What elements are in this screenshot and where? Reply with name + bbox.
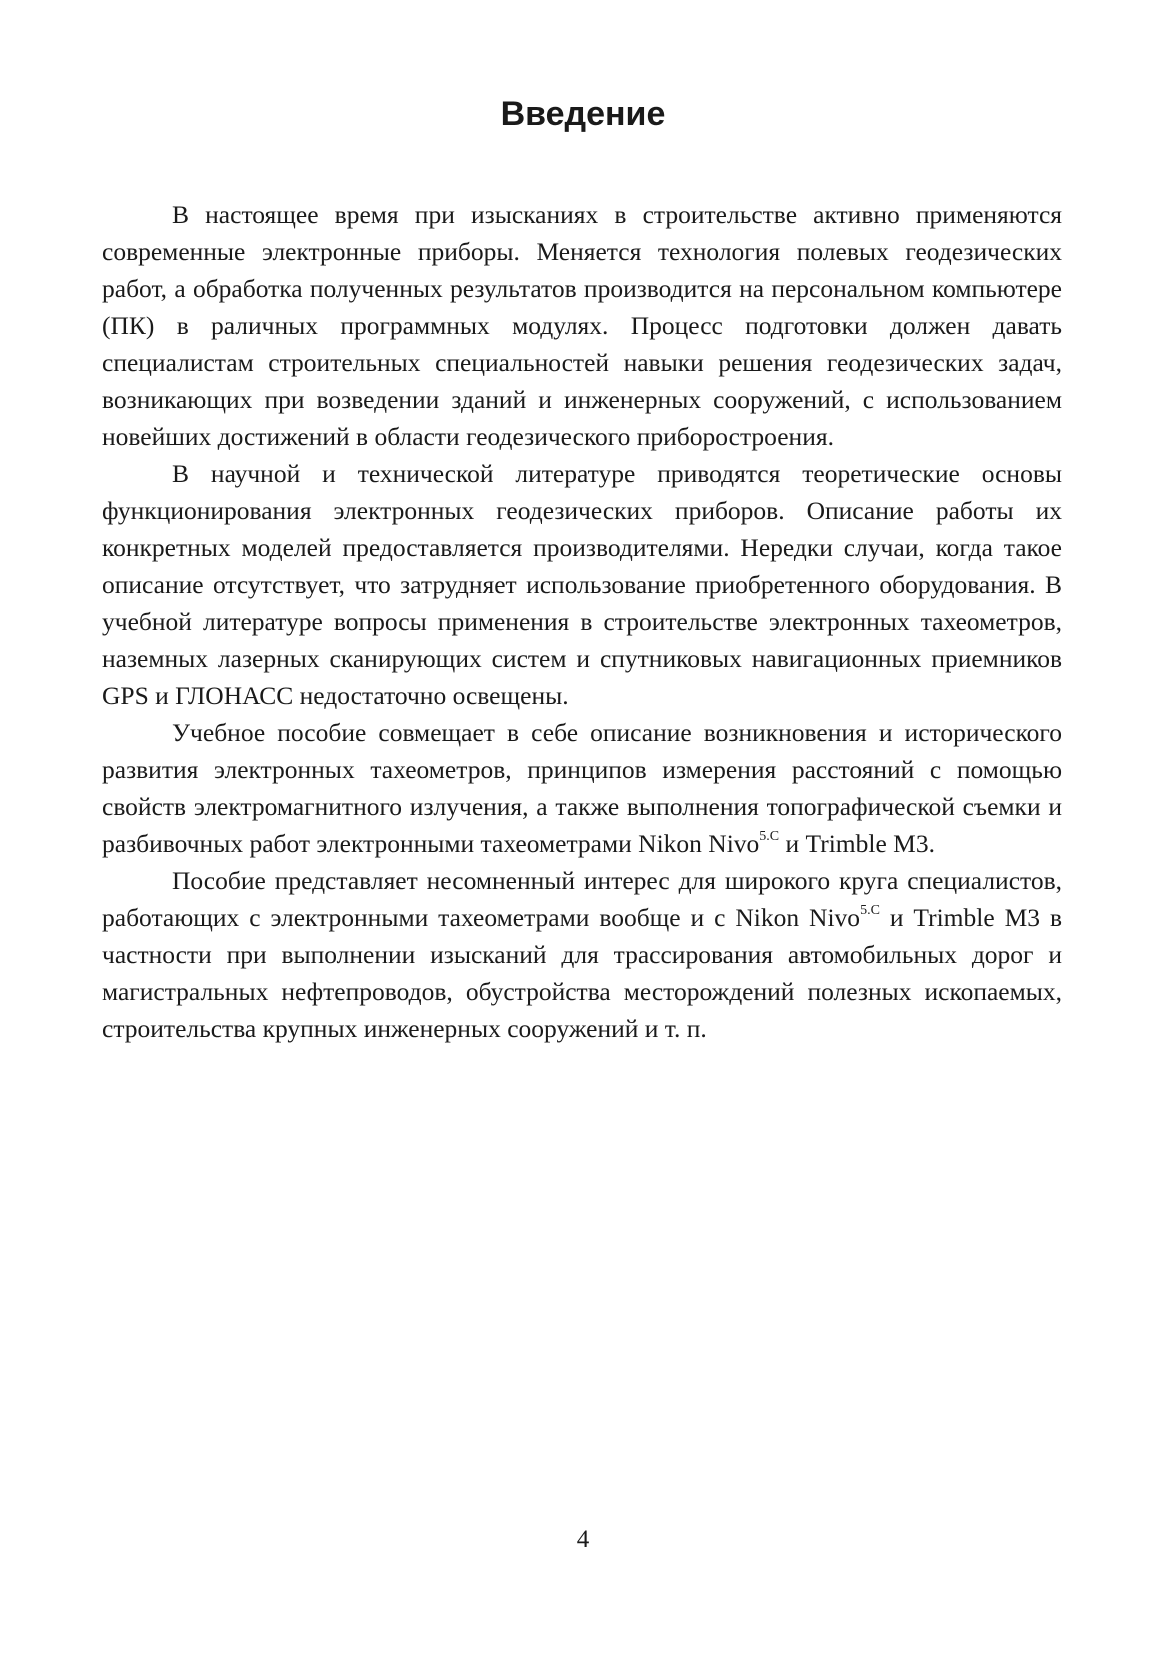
paragraph-4 bbox=[102, 862, 1062, 1047]
paragraph-4-superscript: 5.C bbox=[860, 903, 880, 918]
page-title: Введение bbox=[500, 95, 666, 133]
paragraph-1 bbox=[102, 196, 1062, 455]
paragraph-2 bbox=[102, 455, 1062, 714]
paragraph-1-text: В настоящее время при изысканиях в строительстве активно применяются современные электронные приборы. Меняется технология полевых геодезических работ, а обработка полученных результатов производится на персональном компьютере (ПК) в раличных программных модулях. Процесс подготовки должен давать специалистам строительных специальностей навыки решения геодезических задач, возникающих при возведении зданий и инженерных сооружений, с использованием новейших достижений в области геодезического приборостроения. bbox=[102, 200, 1062, 451]
paragraph-3 bbox=[102, 714, 1062, 862]
paragraph-2-text: В научной и технической литературе приводятся теоретические основы функционирования электронных геодезических приборов. Описание работы их конкретных моделей предоставляется производителями. Нередки случаи, когда такое описание отсутствует, что затрудняет использование приобретенного оборудования. В учебной литературе вопросы применения в строительстве электронных тахеометров, наземных лазерных сканирующих систем и спутниковых навигационных приемников GPS и ГЛОНАСС недостаточно освещены. bbox=[102, 459, 1062, 710]
page-number: 4 bbox=[576, 1526, 590, 1553]
paragraph-3-text-before: Учебное пособие совмещает в себе описание возникновения и исторического развития электронных тахеометров, принципов измерения расстояний с помощью свойств электромагнитного излучения, а также выполнения топографической съемки и разбивочных работ электронными тахеометрами Nikon Nivo bbox=[102, 718, 1062, 858]
paragraph-3-superscript: 5.C bbox=[759, 829, 780, 844]
body-text bbox=[102, 196, 1062, 1047]
paragraph-4-text-after: и Trimble M3 в частности при выполнении изысканий для трассирования автомобильных дорог и магистральных нефтепроводов, обустройства месторождений полезных ископаемых, строительства крупных инженерных сооружений и т. п. bbox=[102, 903, 1062, 1043]
paragraph-3-text-after: и Trimble M3. bbox=[779, 829, 935, 858]
paragraph-4-text-before: Пособие представляет несомненный интерес для широкого круга специалистов, работающих с электронными тахеометрами вообще и с Nikon Nivo bbox=[102, 866, 1062, 932]
